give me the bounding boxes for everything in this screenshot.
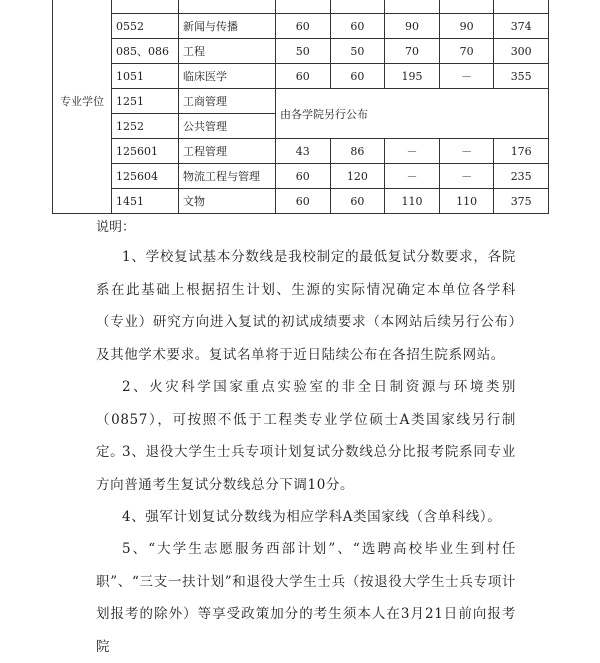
- score-cell: [276, 0, 331, 14]
- name-cell: 新闻与传播: [179, 14, 276, 39]
- code-cell: 1251: [112, 89, 179, 114]
- code-cell: 125601: [112, 139, 179, 164]
- score-cell: 70: [439, 39, 494, 64]
- paragraph-text: 3、退役大学生士兵专项计划复试分数线总分比报考院系同专业方向普通考生复试分数线总分下调10分。: [96, 444, 516, 493]
- score-cell: 120: [330, 164, 385, 189]
- category-cell: 专业学位: [53, 0, 112, 214]
- paragraph-3: [96, 436, 516, 501]
- score-cell: [330, 0, 385, 14]
- score-cell: 60: [276, 64, 331, 89]
- score-cell: 60: [330, 14, 385, 39]
- code-cell: 0552: [112, 14, 179, 39]
- score-cell: 60: [330, 189, 385, 214]
- code-cell: 085、086: [112, 39, 179, 64]
- score-cell: 60: [276, 189, 331, 214]
- score-cell: 60: [276, 164, 331, 189]
- score-table: [52, 0, 549, 214]
- score-cell: －: [385, 164, 440, 189]
- score-cell: [494, 0, 549, 14]
- score-cell: －: [439, 64, 494, 89]
- table-row: [53, 0, 549, 14]
- paragraph-1: [96, 241, 516, 371]
- score-cell: [439, 0, 494, 14]
- table-row: [53, 14, 549, 39]
- name-cell: 物流工程与管理: [179, 164, 276, 189]
- name-cell: 工程管理: [179, 139, 276, 164]
- code-cell: 1051: [112, 64, 179, 89]
- score-cell: 235: [494, 164, 549, 189]
- table-row: [53, 189, 549, 214]
- paragraph-text: 5、“大学生志愿服务西部计划”、“选聘高校毕业生到村任职”、“三支一扶计划”和退役大学生士兵（按退役大学生士兵专项计划报考的除外）等享受政策加分的考生须本人在3月21日前向报考院: [96, 541, 516, 655]
- score-cell: 90: [439, 14, 494, 39]
- score-cell: 60: [330, 64, 385, 89]
- notes-heading: 说明：: [96, 220, 136, 235]
- score-cell: 176: [494, 139, 549, 164]
- score-cell: [385, 0, 440, 14]
- score-cell: 375: [494, 189, 549, 214]
- score-cell: 90: [385, 14, 440, 39]
- name-cell: 临床医学: [179, 64, 276, 89]
- score-cell: 355: [494, 64, 549, 89]
- score-cell: 374: [494, 14, 549, 39]
- name-cell: 公共管理: [179, 114, 276, 139]
- table-row: [53, 164, 549, 189]
- code-cell: 125604: [112, 164, 179, 189]
- score-cell: －: [439, 139, 494, 164]
- code-cell: 1451: [112, 189, 179, 214]
- paragraph-text: 2、火灾科学国家重点实验室的非全日制资源与环境类别（0857），可按照不低于工程类专业学位硕士A类国家线另行制定。: [96, 379, 516, 460]
- table-row: [53, 64, 549, 89]
- score-cell: 195: [385, 64, 440, 89]
- score-cell: 60: [276, 14, 331, 39]
- score-cell: 110: [385, 189, 440, 214]
- score-cell: －: [385, 139, 440, 164]
- name-cell: 文物: [179, 189, 276, 214]
- table-row: [53, 139, 549, 164]
- score-cell: 70: [385, 39, 440, 64]
- paragraph-4: [96, 501, 516, 534]
- name-cell: [179, 0, 276, 14]
- paragraph-text: 4、强军计划复试分数线为相应学科A类国家线（含单科线）。: [122, 509, 502, 525]
- paragraph-5: [96, 533, 516, 663]
- score-cell: 300: [494, 39, 549, 64]
- table-row: [53, 89, 549, 114]
- score-cell: 110: [439, 189, 494, 214]
- score-cell: 86: [330, 139, 385, 164]
- name-cell: 工商管理: [179, 89, 276, 114]
- score-cell: －: [439, 164, 494, 189]
- paragraph-text: 1、学校复试基本分数线是我校制定的最低复试分数要求，各院系在此基础上根据招生计划、生源的实际情况确定本单位各学科（专业）研究方向进入复试的初试成绩要求（本网站后续另行公布）及其他学术要求。复试名单将于近日陆续公布在各招生院系网站。: [96, 249, 516, 363]
- code-cell: [112, 0, 179, 14]
- score-cell: 50: [276, 39, 331, 64]
- table-row: [53, 39, 549, 64]
- score-cell: 50: [330, 39, 385, 64]
- name-cell: 工程: [179, 39, 276, 64]
- code-cell: 1252: [112, 114, 179, 139]
- merged-note-cell: 由各学院另行公布: [276, 89, 549, 139]
- score-cell: 43: [276, 139, 331, 164]
